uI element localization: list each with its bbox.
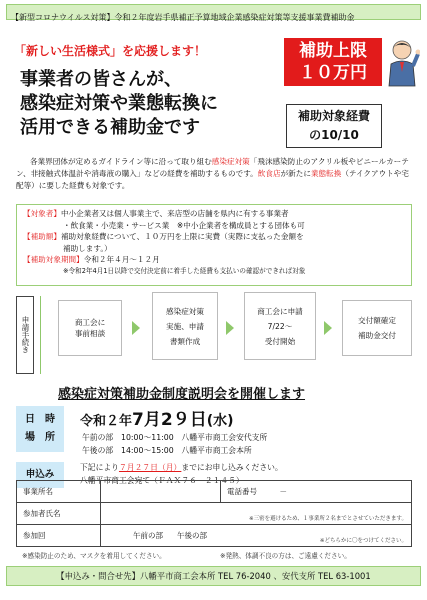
period-line-1: 令和２年４月～１２月 bbox=[83, 255, 160, 264]
flow-step-3: 商工会に申請 7/22～ 受付開始 bbox=[244, 292, 316, 360]
apply-line-2: 八幡平市商工会宛て（ＦＡＸ７６－２１４５） bbox=[80, 476, 244, 485]
seminar-title: 感染症対策補助金制度説明会を開催します bbox=[58, 387, 306, 402]
session-pm-option[interactable]: 午後の部 bbox=[177, 531, 207, 540]
attendee-field[interactable] bbox=[101, 503, 412, 525]
slogan: 「新しい生活様式」を応援します！ bbox=[14, 44, 207, 58]
headline-line-3: 活用できる補助金です bbox=[20, 117, 200, 138]
flow-arrow-1 bbox=[132, 321, 140, 335]
target-label: 【対象者】 bbox=[23, 209, 61, 218]
company-field[interactable] bbox=[101, 481, 221, 503]
company-label: 事業所名 bbox=[17, 481, 101, 503]
contact-footer: 【申込み・問合せ先】八幡平市商工会本所 TEL 76-2040 、安代支所 TEL 63-1001 bbox=[6, 566, 421, 586]
headline-line-1: 事業者の皆さんが、 bbox=[20, 69, 182, 90]
flow-step-2: 感染症対策 実施、申請 書類作成 bbox=[152, 292, 218, 360]
header-ribbon bbox=[6, 4, 421, 20]
attendee-note: ※三密を避けるため、１事業所２名までとさせていただきます。 bbox=[249, 516, 407, 522]
target-line-2: ・飲食業・小売業・サービス業 ※中小企業者を構成員とする団体も可 bbox=[63, 220, 305, 230]
headline-line-2: 感染症対策や業態転換に bbox=[20, 93, 218, 114]
session-pm: 午後の部 14:00～15:00 八幡平市商工会本所 bbox=[82, 446, 252, 455]
limit-line-1: 補助上限 bbox=[299, 41, 367, 61]
amount-line-2: 補助します。） bbox=[63, 243, 112, 253]
subsidy-limit-box bbox=[284, 38, 382, 86]
highlight-infection-control: 感染症対策 bbox=[211, 157, 250, 166]
rate-line-1: 補助対象経費 bbox=[297, 109, 370, 123]
eligibility-info-box bbox=[16, 204, 412, 286]
period-line-2: ※令和2年4月1日以降で交付決定前に着手した経費も支払いの確認ができれば対象 bbox=[63, 266, 306, 275]
apply-deadline: ７月２７日（月） bbox=[118, 463, 182, 472]
highlight-business-conversion: 業態転換 bbox=[310, 169, 342, 178]
apply-line-1: 下記により７月２７日（月）までにお申し込みください。 bbox=[80, 463, 283, 472]
intro-paragraph: 各業界団体が定めるガイドライン等に沿って取り組む感染症対策「飛沫感染防止のアクリル板やビニールカーテン、非接触式体温計や消毒液の購入」などの経費を補助するものです。飲食店が新たに業態転換（テイクアウトや宅配等）に要した経費も対象です。 bbox=[16, 157, 409, 190]
attendee-label: 参加者氏名 bbox=[17, 503, 101, 525]
seminar-date: 令和２年7月2９日(水) bbox=[80, 410, 234, 430]
subsidy-rate-box bbox=[286, 104, 382, 148]
session-am: 午前の部 10:00～11:00 八幡平市商工会安代支所 bbox=[82, 433, 268, 442]
registration-form bbox=[16, 480, 412, 547]
flow-arrow-2 bbox=[226, 321, 234, 335]
apply-label: 申込み bbox=[16, 462, 64, 488]
amount-line-1: 補助対象経費について、１０万円を上限に実費（実際に支払った金額を bbox=[60, 232, 304, 241]
fever-note: ※発熱、体調不良の方は、ご遠慮ください。 bbox=[220, 552, 351, 560]
header-title: 令和２年度岩手県補正予算地域企業感染症対策等支援事業費補助金 bbox=[114, 13, 355, 22]
period-label: 【補助対象期間】 bbox=[23, 255, 84, 264]
businessman-illustration bbox=[384, 38, 420, 88]
limit-line-2: １０万円 bbox=[299, 63, 367, 83]
flow-step-1: 商工会に 事前相談 bbox=[58, 300, 122, 356]
phone-label: 電話番号 － bbox=[227, 487, 287, 496]
header-tag: 【新型コロナウイルス対策】 bbox=[11, 13, 115, 22]
session-note: ※どちらかに〇をつけてください。 bbox=[319, 538, 407, 544]
session-label: 参加回 bbox=[17, 525, 101, 547]
rate-line-2: の10/10 bbox=[309, 128, 359, 142]
amount-label: 【補助額】 bbox=[23, 232, 61, 241]
highlight-restaurants: 飲食店 bbox=[257, 169, 281, 178]
phone-field[interactable] bbox=[221, 481, 412, 503]
flow-step-4: 交付額確定 補助金交付 bbox=[342, 300, 412, 356]
flow-arrow-3 bbox=[324, 321, 332, 335]
target-line-1: 中小企業者又は個人事業主で、来店型の店舗を県内に有する事業者 bbox=[60, 209, 289, 218]
mask-note: ※感染防止のため、マスクを着用してください。 bbox=[22, 552, 166, 560]
session-am-option[interactable]: 午前の部 bbox=[133, 531, 163, 540]
date-place-label: 日 時 場 所 bbox=[16, 406, 64, 452]
headline bbox=[20, 68, 218, 140]
session-field[interactable] bbox=[101, 525, 412, 547]
flow-label: 申請手続き bbox=[16, 296, 34, 374]
flow-bracket bbox=[40, 296, 48, 374]
